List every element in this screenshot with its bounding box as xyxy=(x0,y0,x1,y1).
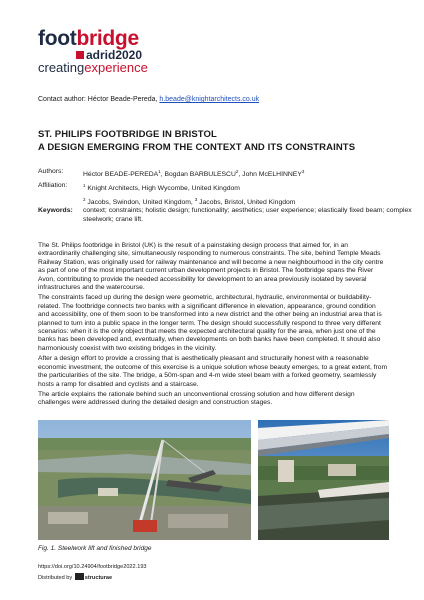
authors-list xyxy=(83,167,423,179)
doi-link[interactable]: https://doi.org/10.24904/footbridge2022.193 xyxy=(38,564,147,570)
logo-word-bridge: bridge xyxy=(76,27,139,50)
author-2-sup: 2 xyxy=(235,169,239,174)
affiliation-3-text: Jacobs, Bristol, United Kingdom xyxy=(197,199,296,206)
affiliation-1-sup: 1 xyxy=(83,183,86,188)
conference-logo xyxy=(38,27,178,76)
photo-steelwork-lift xyxy=(38,420,251,540)
logo-line-1 xyxy=(38,28,139,50)
figure-caption: Fig. 1. Steelwork lift and finished bridge xyxy=(38,545,152,552)
keywords-text: context; constraints; holistic design; functionality; aesthetics; user experience; elastically fixed beam; complex steelwork; crane lift. xyxy=(83,207,412,223)
logo-word-foot: foot xyxy=(38,27,77,50)
author-1-sup: 1 xyxy=(158,169,161,174)
affiliation-label: Affiliation: xyxy=(38,182,68,189)
logo-word-madrid: adrid2020 xyxy=(86,48,143,62)
title-line-2: A DESIGN EMERGING FROM THE CONTEXT AND ITS CONSTRAINTS xyxy=(38,142,356,153)
distributed-by xyxy=(38,573,112,581)
photo-finished-bridge-image xyxy=(258,420,389,540)
author-3: , John McELHINNEY xyxy=(238,171,302,178)
contact-email-link[interactable]: h.beade@knightarchitects.co.uk xyxy=(159,96,260,103)
affiliation-2-text: Jacobs, Swindon, United Kingdom, xyxy=(85,199,195,206)
abstract-paragraph-1: The St. Philips footbridge in Bristol (UK) is the result of a painstaking design process that aimed for, in an extraordinarily challenging site, simultaneously responding to numerous constraints. The site, behind Temple Meads Railway Station, was originally used for railway maintenance and will become a new neighbourhood in the city centre as part of one of the most important current urban development projects in Bristol. The footbridge spans the River Avon, contributing to provide the needed accessibility for development to an area previously isolated by several infrastructures and the watercourse. xyxy=(38,242,384,292)
author-2: , Bogdan BARBULESCU xyxy=(160,171,236,178)
affiliation-line-1 xyxy=(83,181,423,193)
abstract-paragraph-3: After a design effort to provide a crossing that is aesthetically pleasant and structurally honest with a reasonable economic investment, the outcome of this exercise is a unique solution whose beauty emerges, to a great extent, from the particularities of the site. The bridge, a 50m-span and 4-m wide steel beam with a forked geometry, seamlessly hosts a ramp for disabled and cyclists and a staircase. xyxy=(38,355,388,388)
distributed-label: Distributed by xyxy=(38,575,73,581)
affiliation-1-text: Knight Architects, High Wycombe, United Kingdom xyxy=(85,185,240,192)
logo-word-experience: experience xyxy=(84,60,148,75)
affiliation-2-sup: 2 xyxy=(83,197,86,202)
contact-label: Contact author: Héctor Beade-Pereda, xyxy=(38,96,158,103)
author-3-sup: 3 xyxy=(301,169,305,174)
logo-word-creating: creating xyxy=(38,60,85,75)
logo-square-icon xyxy=(76,51,84,59)
photo-steelwork-lift-image xyxy=(38,420,251,540)
authors-row xyxy=(38,167,398,177)
authors-label: Authors: xyxy=(38,168,64,175)
affiliation-3-sup: 3 xyxy=(194,197,198,202)
structurae-logo-icon xyxy=(75,573,84,580)
contact-author xyxy=(38,96,259,103)
abstract-paragraph-4: The article explains the rationale behind such an unconventional crossing solution and how different design challenges were addressed during the detailed design and construction stages. xyxy=(38,390,355,407)
paper-title xyxy=(38,128,355,154)
abstract-body xyxy=(38,242,388,410)
keywords-label: Keywords: xyxy=(38,207,73,214)
title-line-1: ST. PHILIPS FOOTBRIDGE IN BRISTOL xyxy=(38,129,217,140)
photo-finished-bridge xyxy=(258,420,389,540)
logo-line-3 xyxy=(38,61,148,75)
abstract-paragraph-2: The constraints faced up during the design were geometric, architectural, hydraulic, environmental or buildability-related. The footbridge connects two banks with a significant difference in elevation, appearance, ground condition and accessibility, one of them soon to be transformed into a new district and the other being an industrial area that is planned to turn into a public space in the longer term. The design should successfully respond to three very different scenarios: when it is the only object that meets the expected architectural quality for the area, when just one of the banks has been developed and, eventually, when developments on both banks have been completed. It should also harmoniously coexist with two existing bridges in the vicinity. xyxy=(38,294,382,352)
author-1: Héctor BEADE-PEREDA xyxy=(83,171,159,178)
distributor-name: structurae xyxy=(84,575,113,581)
keywords-row xyxy=(38,206,412,226)
